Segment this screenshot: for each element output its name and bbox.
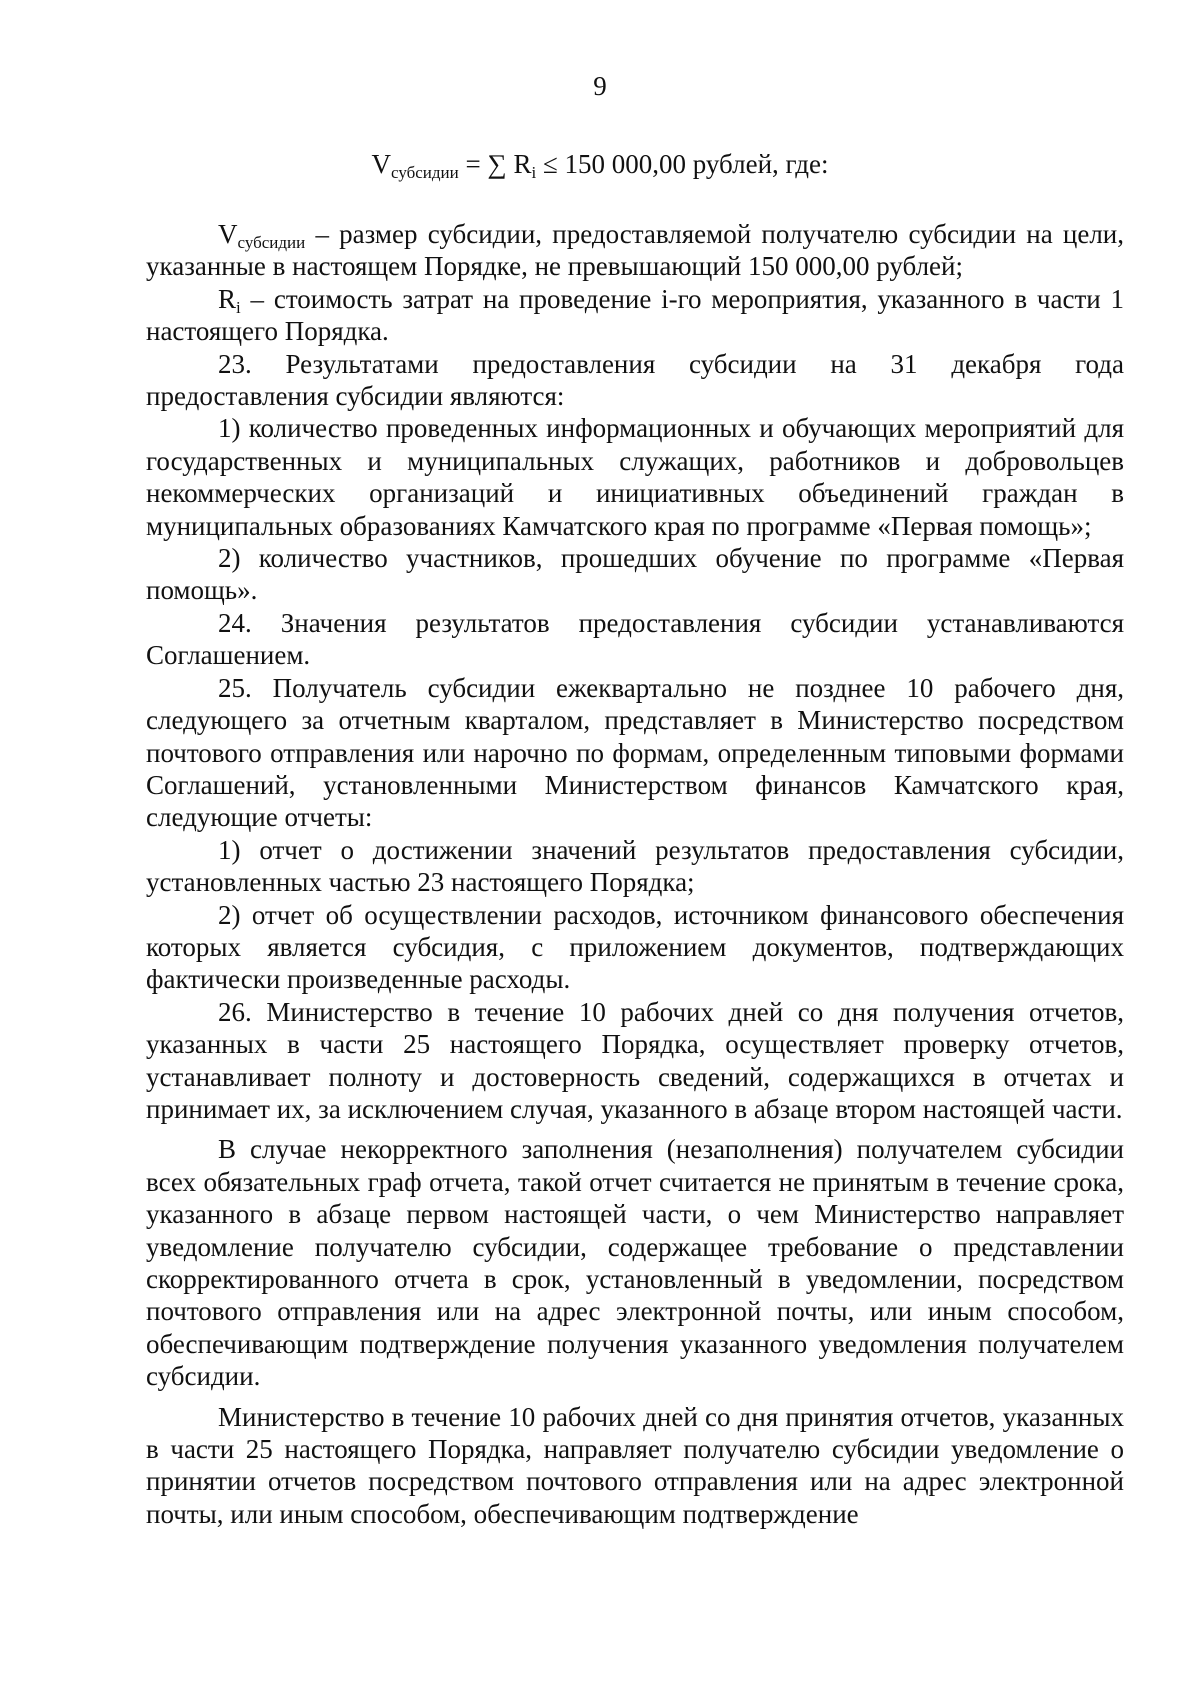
clause-25: 25. Получатель субсидии ежеквартально не позднее 10 рабочего дня, следующего за отчетным кварталом, представляет в Министерство посредством почтового отправления или нарочно по формам, определенным типовыми формами Соглашений, установленными Министерством финансов Камчатского края, следующие отчеты: [146,672,1124,833]
definition-r [146,283,1124,348]
clause-24: 24. Значения результатов предоставления субсидии устанавливаются Соглашением. [146,607,1124,671]
definition-r-symbol: R [218,283,237,314]
page-number: 9 [593,71,607,101]
definition-r-text: – стоимость затрат на проведение i-го мероприятия, указанного в части 1 настоящего Порядка. [146,283,1124,347]
document-body [146,218,1124,1530]
definition-v-symbol: V [218,219,238,249]
formula-v: V [371,149,391,179]
clause-26-paragraph-2: В случае некорректного заполнения (незаполнения) получателем субсидии всех обязательных граф отчета, такой отчет считается не принятым в течение срока, указанного в абзаце первом настоящей части, о чем Министерство направляет уведомление получателю субсидии, содержащее требование о представлении скорректированного отчета в срок, установленный в уведомлении, посредством почтового отправления или на адрес электронной почты, или иным способом, обеспечивающим подтверждение получения указанного уведомления получателем субсидии. [146,1134,1124,1392]
definition-v [146,218,1124,283]
clause-25-item-2: 2) отчет об осуществлении расходов, источником финансового обеспечения которых является субсидия, с приложением документов, подтверждающих фактически произведенные расходы. [146,899,1124,995]
clause-25-item-1: 1) отчет о достижении значений результатов предоставления субсидии, установленных частью 23 настоящего Порядка; [146,834,1124,898]
clause-23: 23. Результатами предоставления субсидии на 31 декабря года предоставления субсидии являются: [146,348,1124,412]
subsidy-formula [0,148,1200,180]
formula-v-subscript: субсидии [391,163,459,182]
formula-sum: = ∑ R [458,149,532,179]
clause-26: 26. Министерство в течение 10 рабочих дней со дня получения отчетов, указанных в части 25 настоящего Порядка, осуществляет проверку отчетов, устанавливает полноту и достоверность сведений, содержащихся в отчетах и принимает их, за исключением случая, указанного в абзаце втором настоящей части. [146,996,1124,1124]
clause-23-item-1: 1) количество проведенных информационных и обучающих мероприятий для государственных и муниципальных служащих, работников и добровольцев некоммерческих организаций и инициативных объединений граждан в муниципальных образованиях Камчатского края по программе «Первая помощь»; [146,413,1124,541]
definition-v-subscript: субсидии [237,233,306,252]
formula-limit: ≤ 150 000,00 рублей, где: [536,149,829,179]
definition-v-text: – размер субсидии, предоставляемой получателю субсидии на цели, указанные в настоящем Порядке, не превышающий 150 000,00 рублей; [146,219,1124,282]
clause-23-item-2: 2) количество участников, прошедших обучение по программе «Первая помощь». [146,543,1124,606]
formula-r-subscript: i [531,163,537,182]
clause-26-paragraph-3: Министерство в течение 10 рабочих дней со дня принятия отчетов, указанных в части 25 настоящего Порядка, направляет получателю субсидии уведомление о принятии отчетов посредством почтового отправления или на адрес электронной почты, или иным способом, обеспечивающим подтверждение [146,1401,1124,1529]
definition-r-subscript: i [236,297,241,317]
